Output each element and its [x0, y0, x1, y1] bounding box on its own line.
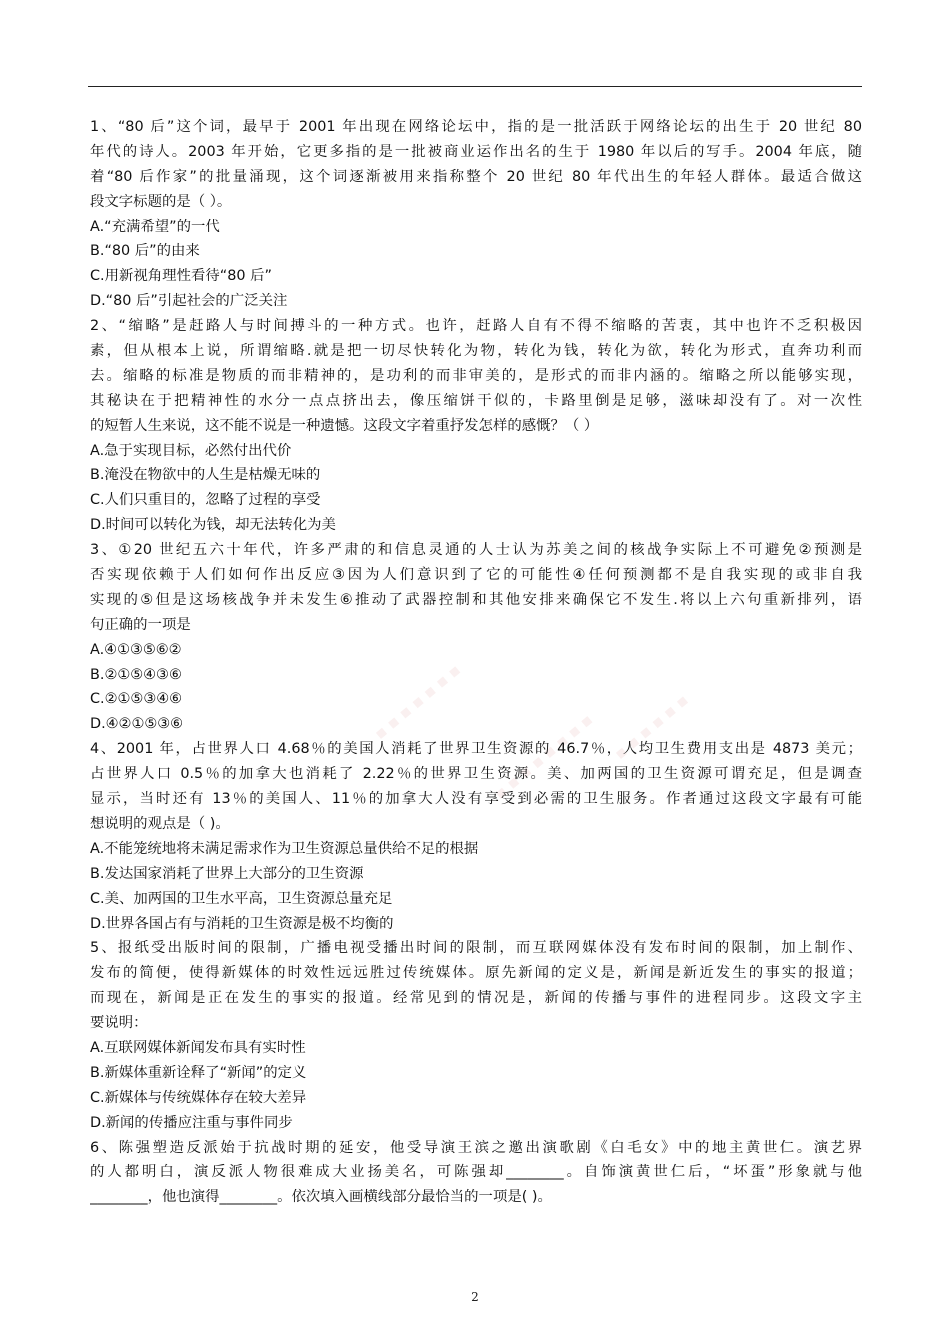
option-a: A.④①③⑤⑥②: [90, 641, 182, 658]
question-stem-line: 而现在，新闻是正在发生的事实的报道。经常见到的情况是，新闻的传播与事件的进程同步。这段文字主: [90, 990, 862, 1007]
question-stem-line: 5、报纸受出版时间的限制，广播电视受播出时间的限制，而互联网媒体没有发布时间的限制，加上制作、: [90, 940, 862, 957]
question-stem-line: 段文字标题的是（ ）。: [90, 193, 232, 210]
question-6: [90, 1136, 862, 1211]
option-a: A.不能笼统地将未满足需求作为卫生资源总量供给不足的根据: [90, 840, 479, 857]
question-stem-line: 句正确的一项是: [90, 616, 191, 633]
question-2: [90, 314, 862, 538]
option-b: B.②①⑤④③⑥: [90, 666, 182, 683]
question-stem-line: 的人都明白，演反派人物很难成大业扬美名，可陈强却________。自饰演黄世仁后，“坏蛋”形象就与他: [90, 1164, 862, 1181]
svg-text:▪ ▪ ▪ ▪ ▪ ▪ ▪: ▪ ▪ ▪ ▪ ▪ ▪ ▪: [370, 660, 465, 744]
question-stem-line: 4、2001 年，占世界人口 4.68％的美国人消耗了世界卫生资源的 46.7％，人均卫生费用支出是 4873 美元；: [90, 741, 862, 758]
option-b: B.“80 后”的由来: [90, 243, 200, 260]
question-stem-line: 要说明：: [90, 1015, 148, 1032]
question-stem-line: ________，他也演得________。依次填入画横线部分最恰当的一项是( )。: [90, 1189, 552, 1206]
option-d: D.新闻的传播应注重与事件同步: [90, 1114, 293, 1131]
option-c: C.人们只重目的，忽略了过程的享受: [90, 492, 321, 509]
question-stem-line: 6、陈强塑造反派始于抗战时期的延安，他受导演王滨之邀出演歌剧《白毛女》中的地主黄世仁。演艺界: [90, 1139, 862, 1156]
question-stem-line: 占世界人口 0.5％的加拿大也消耗了 2.22％的世界卫生资源。美、加两国的卫生资源可谓充足，但是调查: [90, 766, 862, 783]
option-c: C.用新视角理性看待“80 后”: [90, 268, 272, 285]
option-a: A.急于实现目标，必然付出代价: [90, 442, 292, 459]
question-1: [90, 115, 862, 314]
question-stem-line: 否实现依赖于人们如何作出反应③因为人们意识到了它的可能性④任何预测都不是自我实现的或非自我: [90, 567, 862, 584]
option-a: A.互联网媒体新闻发布具有实时性: [90, 1039, 306, 1056]
question-stem-line: 发布的简便，使得新媒体的时效性远远胜过传统媒体。原先新闻的定义是，新闻是新近发生的事实的报道；: [90, 965, 862, 982]
option-d: D.时间可以转化为钱，却无法转化为美: [90, 517, 336, 534]
option-a: A.“充满希望”的一代: [90, 218, 220, 235]
question-stem-line: 3、①20 世纪五六十年代，许多严肃的和信息灵通的人士认为苏美之间的核战争实际上不可避免②预测是: [90, 542, 862, 559]
question-stem-line: 年代的诗人。2003 年开始，它更多指的是一批被商业运作出名的生于 1980 年以后的写手。2004 年底，随: [90, 143, 862, 160]
question-stem-line: 1、“80 后”这个词，最早于 2001 年出现在网络论坛中，指的是一批活跃于网络论坛的出生于 20 世纪 80: [90, 119, 862, 135]
svg-text:▪ ▪ ▪ ▪ ▪ ▪: ▪ ▪ ▪ ▪ ▪ ▪: [610, 690, 692, 764]
page-number: 2: [471, 1290, 479, 1304]
option-b: B.新媒体重新诠释了“新闻”的定义: [90, 1064, 307, 1081]
option-c: C.美、加两国的卫生水平高，卫生资源总量充足: [90, 890, 393, 907]
question-stem-line: 去。缩略的标准是物质的而非精神的，是功利的而非审美的，是形式的而非内涵的。缩略之所以能够实现，: [90, 367, 862, 384]
question-stem-line: 着“80 后作家”的批量涌现，这个词逐渐被用来指称整个 20 世纪 80 年代出生的年轻人群体。最适合做这: [90, 168, 862, 185]
question-stem-line: 其秘诀在于把精神性的水分一点点挤出去，像压缩饼干似的，卡路里倒是足够，滋味却没有了。对一次性: [90, 392, 862, 409]
option-b: B.发达国家消耗了世界上大部分的卫生资源: [90, 865, 364, 882]
question-stem-line: 的短暂人生来说，这不能不说是一种遗憾。这段文字着重抒发怎样的感慨？（ ）: [90, 417, 599, 434]
option-d: D.“80 后”引起社会的广泛关注: [90, 293, 288, 310]
option-b: B.淹没在物欲中的人生是枯燥无味的: [90, 467, 321, 484]
question-stem-line: 素，但从根本上说，所谓缩略.就是把一切尽快转化为物，转化为钱，转化为欲，转化为形式，直奔功利而: [90, 343, 862, 360]
svg-text:▪ ▪ ▪ ▪ ▪ ▪ ▪ ▪: ▪ ▪ ▪ ▪ ▪ ▪ ▪ ▪: [490, 709, 597, 804]
question-5: [90, 936, 862, 1135]
option-d: D.④②①⑤③⑥: [90, 716, 184, 733]
option-d: D.世界各国占有与消耗的卫生资源是极不均衡的: [90, 915, 394, 932]
question-stem-line: 想说明的观点是（ )。: [90, 815, 230, 832]
option-c: C.②①⑤③④⑥: [90, 691, 183, 708]
question-stem-line: 2、“缩略”是赶路人与时间搏斗的一种方式。也许，赶路人自有不得不缩略的苦衷，其中也许不乏积极因: [90, 318, 862, 335]
question-3: [90, 538, 862, 737]
option-c: C.新媒体与传统媒体存在较大差异: [90, 1089, 307, 1106]
question-stem-line: 实现的⑤但是这场核战争并未发生⑥推动了武器控制和其他安排来确保它不发生.将以上六句重新排列，语: [90, 591, 862, 608]
question-4: [90, 737, 862, 936]
question-content: [90, 115, 862, 1210]
question-stem-line: 显示，当时还有 13％的美国人、11％的加拿大人没有享受到必需的卫生服务。作者通过这段文字最有可能: [90, 791, 862, 808]
header-rule: [88, 86, 862, 87]
